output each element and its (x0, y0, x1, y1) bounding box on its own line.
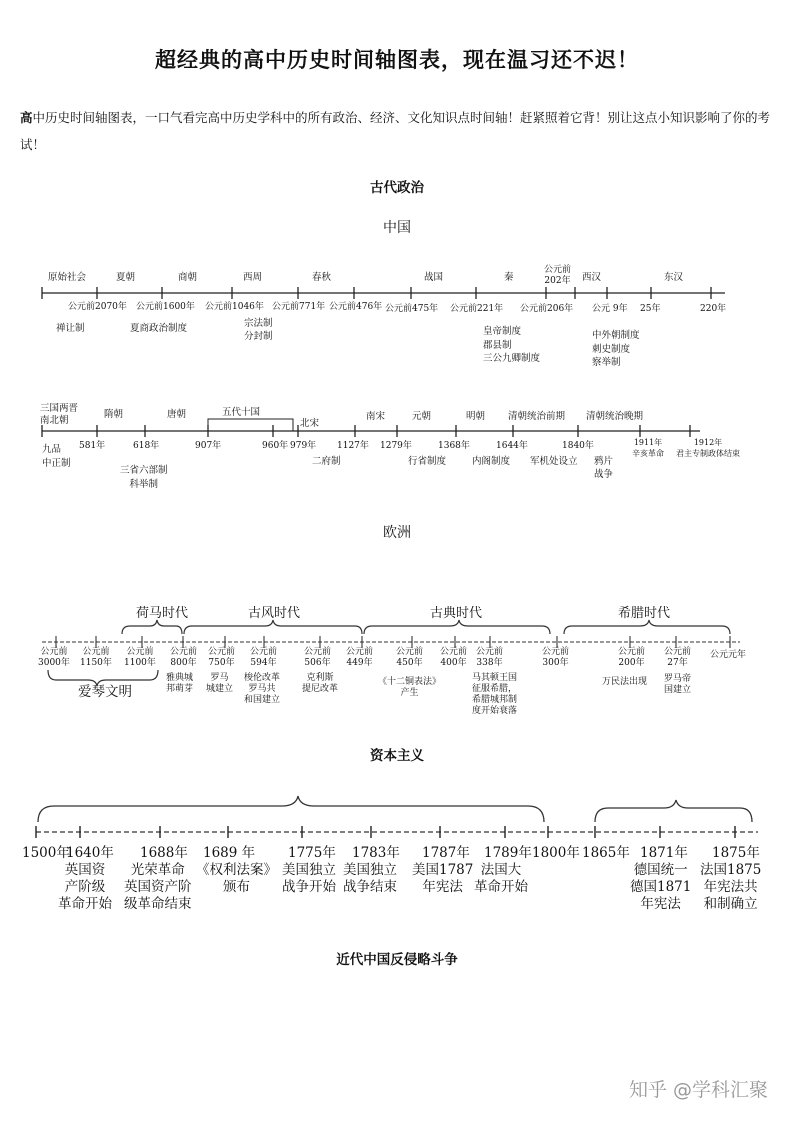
era-label: 希腊时代 (618, 606, 671, 621)
date-label: 公元前 27年 (664, 647, 692, 668)
event-label: 罗马帝 国建立 (664, 674, 692, 695)
date-label: 618年 (133, 441, 160, 451)
era-label: 清朝统治晚期 (586, 411, 644, 422)
date-label: 公元前476年 (329, 302, 383, 312)
event-label: 皇帝制度 郡县制 三公九卿制度 (483, 326, 541, 364)
date-label: 1127年 (337, 441, 369, 451)
date-label: 公元前 300年 (542, 647, 570, 668)
date-label: 公元前 338年 (476, 647, 504, 668)
date-label: 1840年 (562, 441, 594, 451)
date-label: 公元前 750年 (208, 647, 236, 668)
era-label: 战国 (424, 272, 444, 283)
subsection-europe: 欧洲 (383, 525, 411, 541)
era-label: 秦 (504, 272, 514, 283)
era-label: 荷马时代 (136, 606, 189, 621)
era-label: 清朝统治前期 (508, 411, 566, 422)
date-label: 1871年 (640, 845, 688, 861)
date-label: 公元前 1150年 (80, 647, 112, 668)
date-label: 公元前771年 (272, 302, 326, 312)
date-label: 907年 (195, 441, 222, 451)
date-label: 公元前 594年 (250, 647, 278, 668)
event-label: 法国1875 年宪法共 和制确立 (700, 862, 762, 912)
watermark: 知乎 @学科汇聚 (628, 1079, 768, 1101)
event-label: 美国独立 战争开始 (282, 862, 336, 895)
event-label: 二府制 (312, 456, 341, 467)
date-label: 1775年 (288, 845, 336, 861)
date-label: 公元前 506年 (304, 647, 332, 668)
date-label: 1500年 (22, 845, 70, 861)
section-modern-china: 近代中国反侵略斗争 (336, 952, 458, 968)
date-label: 1689 年 (203, 845, 256, 861)
date-label: 公元前1600年 (136, 302, 195, 312)
date-label: 1368年 (438, 441, 470, 451)
event-label: 内阁制度 (472, 456, 511, 467)
date-label: 1912年 君主专制政体结束 (676, 438, 740, 458)
event-label: 《十二铜表法》 产生 (378, 677, 442, 698)
era-label: 公元前 202年 (544, 265, 572, 286)
date-label: 581年 (79, 441, 106, 451)
event-label: 军机处设立 (530, 456, 578, 467)
era-label: 五代十国 (222, 407, 261, 418)
event-label: 万民法出现 (602, 677, 648, 687)
date-label: 公元前 449年 (346, 647, 374, 668)
date-label: 公元前 450年 (396, 647, 424, 668)
event-label: 《权利法案》 颁布 (196, 862, 277, 895)
page-title: 超经典的高中历史时间轴图表，现在温习还不迟！ (155, 47, 639, 72)
event-label: 美国独立 战争结束 (343, 862, 397, 895)
date-label: 1911年 辛亥革命 (632, 438, 664, 458)
date-label: 公元前 3000年 (38, 647, 70, 668)
event-label: 美国1787 年宪法 (412, 862, 474, 895)
date-label: 公元前221年 (450, 304, 504, 314)
era-label: 原始社会 (48, 272, 87, 283)
event-label: 三省六部制 科举制 (120, 465, 168, 490)
intro-text: 中历史时间轴图表，一口气看完高中历史学科中的所有政治、经济、文化知识点时间轴！赶紧照着它背！别让这点小知识影响了你的考试！ (20, 110, 771, 152)
date-label: 公元 9年 (592, 304, 628, 314)
date-label: 公元前1046年 (205, 302, 264, 312)
era-label: 北宋 (300, 418, 320, 429)
era-label: 三国两晋 南北朝 (40, 403, 79, 426)
event-label: 宗法制 分封制 (244, 318, 273, 342)
era-label: 古典时代 (430, 606, 483, 621)
date-label: 25年 (640, 304, 661, 314)
event-label: 马其顿王国 征服希腊， 希腊城邦制 度开始衰落 (472, 673, 518, 716)
event-label: 梭伦改革 罗马共 和国建立 (244, 673, 281, 705)
era-label: 南宋 (366, 411, 386, 422)
era-label: 西汉 (582, 272, 602, 283)
era-label: 唐朝 (167, 409, 187, 420)
date-label: 960年 (262, 441, 289, 451)
date-label: 公元元年 (710, 650, 747, 660)
event-label: 九品 中正制 (42, 444, 71, 469)
date-label: 公元前 800年 (170, 647, 198, 668)
era-label: 春秋 (312, 272, 332, 283)
section-capitalism: 资本主义 (370, 748, 424, 764)
era-label: 明朝 (466, 411, 486, 422)
date-label: 979年 (290, 441, 317, 451)
date-label: 220年 (700, 304, 727, 314)
event-label: 行省制度 (408, 456, 447, 467)
subsection-china: 中国 (383, 220, 411, 236)
event-label: 中外朝制度 刺史制度 察举制 (592, 330, 640, 368)
era-label: 夏朝 (116, 272, 136, 283)
event-label: 鸦片 战争 (594, 456, 614, 480)
era-label: 商朝 (178, 272, 198, 283)
event-label: 克利斯 提尼改革 (302, 673, 339, 694)
event-label: 法国大 革命开始 (474, 862, 528, 895)
date-label: 1875年 (712, 845, 760, 861)
era-label: 东汉 (664, 272, 684, 283)
event-label: 罗马 城建立 (206, 673, 234, 694)
intro-first-char: 高 (20, 110, 33, 125)
date-label: 1688年 (140, 845, 188, 861)
date-label: 公元前 200年 (618, 647, 646, 668)
event-label: 夏商政治制度 (130, 323, 188, 334)
era-label: 古风时代 (248, 606, 301, 621)
date-label: 1800年 (532, 845, 580, 861)
event-label: 雅典城 邦萌芽 (166, 673, 194, 694)
date-label: 1789年 (484, 845, 532, 861)
section-ancient-politics: 古代政治 (370, 180, 424, 196)
date-label: 1783年 (352, 845, 400, 861)
date-label: 1279年 (380, 441, 412, 451)
date-label: 公元前206年 (520, 304, 574, 314)
date-label: 1640年 (66, 845, 114, 861)
event-label: 德国统一 德国1871 年宪法 (630, 862, 692, 912)
event-label: 英国资 产阶级 革命开始 (58, 862, 112, 912)
event-label: 禅让制 (56, 323, 85, 334)
event-label: 光荣革命 英国资产阶 级革命结束 (124, 862, 192, 912)
date-label: 公元前 400年 (440, 647, 468, 668)
date-label: 1644年 (496, 441, 528, 451)
date-label: 公元前2070年 (68, 302, 127, 312)
date-label: 1787年 (422, 845, 470, 861)
era-label: 西周 (243, 272, 263, 283)
era-label: 元朝 (412, 411, 432, 422)
date-label: 公元前 1100年 (124, 647, 156, 668)
date-label: 1865年 (582, 845, 630, 861)
era-label: 隋朝 (104, 409, 124, 420)
event-label: 爱琴文明 (78, 684, 132, 700)
date-label: 公元前475年 (385, 304, 439, 314)
